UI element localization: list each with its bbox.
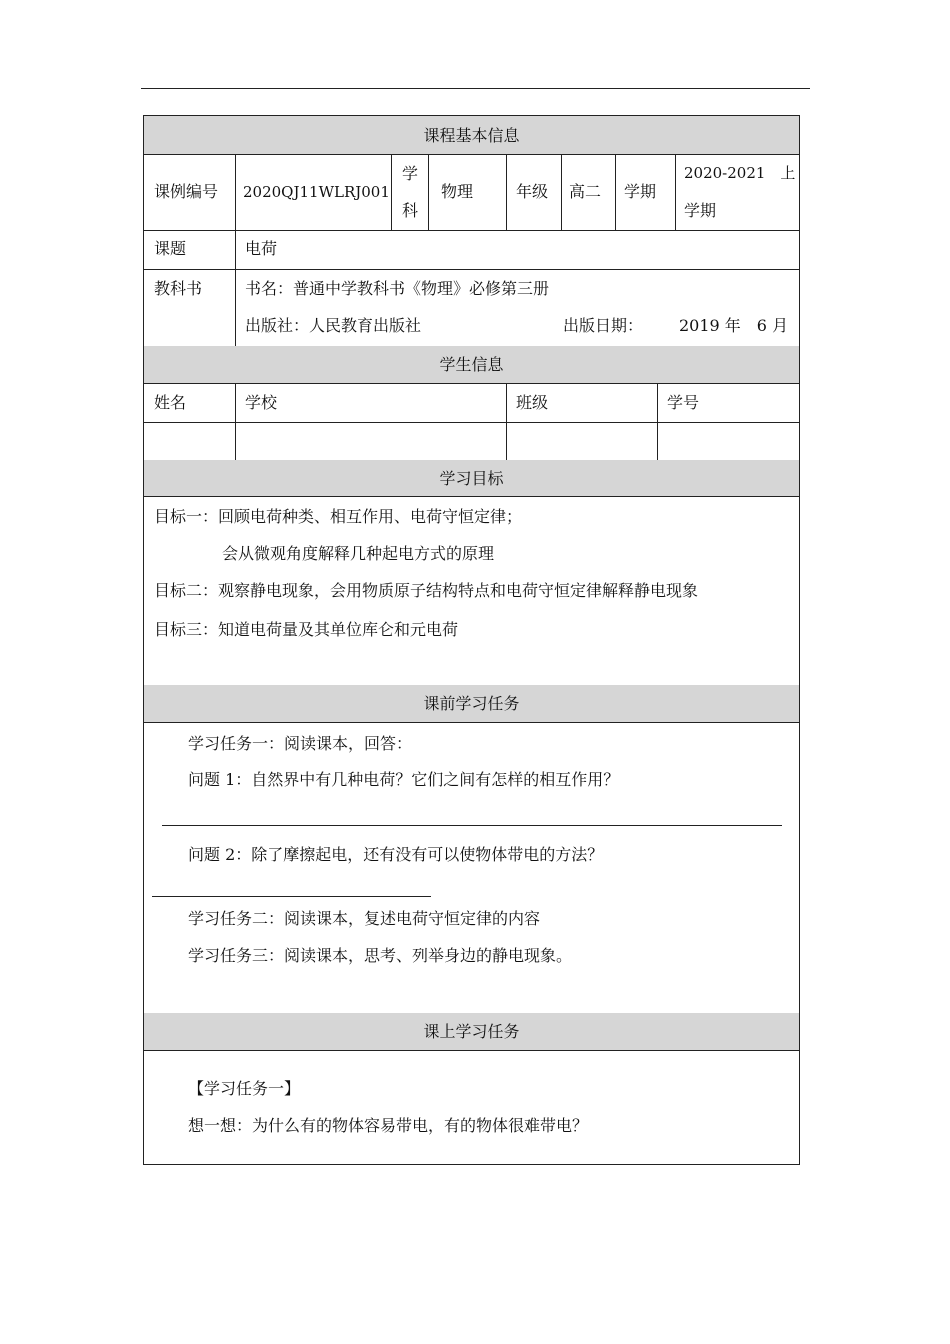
- answer-line-1: [162, 825, 782, 826]
- pre-question-1: 问题 1：自然界中有几种电荷？它们之间有怎样的相互作用？: [188, 770, 620, 789]
- row-divider: [144, 269, 799, 270]
- publication-date-value: 2019 年 6 月: [679, 316, 789, 335]
- objective-1-continued: 会从微观角度解释几种起电方式的原理: [222, 544, 495, 563]
- objectives-header: 学习目标: [144, 460, 799, 497]
- publisher: 出版社：人民教育出版社: [245, 316, 422, 335]
- objective-1: 目标一：回顾电荷种类、相互作用、电荷守恒定律；: [154, 507, 523, 526]
- pre-question-2: 问题 2：除了摩擦起电，还有没有可以使物体带电的方法？: [188, 845, 604, 864]
- objective-2: 目标二：观察静电现象，会用物质原子结构特点和电荷守恒定律解释静电现象: [154, 581, 699, 600]
- subject-label-line1: 学: [402, 164, 419, 183]
- book-name: 书名：普通中学教科书《物理》必修第三册: [245, 279, 550, 298]
- subject-value: 物理: [441, 182, 474, 201]
- col-divider: [675, 155, 676, 230]
- grade-value: 高二: [569, 182, 602, 201]
- row-divider: [144, 230, 799, 231]
- term-label: 学期: [624, 182, 657, 201]
- grade-label: 年级: [516, 182, 549, 201]
- pre-task-1: 学习任务一：阅读课本，回答：: [188, 734, 413, 753]
- topic-label: 课题: [154, 239, 187, 258]
- col-divider: [506, 155, 507, 230]
- student-number-header: 学号: [667, 393, 700, 412]
- in-class-think-question: 想一想：为什么有的物体容易带电，有的物体很难带电？: [188, 1116, 589, 1135]
- lesson-plan-table: [143, 115, 800, 1165]
- term-value-line1: 2020-2021 上: [684, 164, 796, 182]
- in-class-header: 课上学习任务: [144, 1013, 799, 1051]
- row-divider: [144, 422, 799, 423]
- course-id-label: 课例编号: [154, 182, 219, 201]
- col-divider: [235, 155, 236, 346]
- subject-label-line2: 科: [402, 201, 419, 220]
- course-id-value: 2020QJ11WLRJ001: [243, 183, 390, 201]
- student-name-header: 姓名: [154, 393, 187, 412]
- student-class-header: 班级: [516, 393, 549, 412]
- col-divider: [561, 155, 562, 230]
- student-school-header: 学校: [245, 393, 278, 412]
- textbook-label: 教科书: [154, 279, 203, 298]
- pre-task-2: 学习任务二：阅读课本，复述电荷守恒定律的内容: [188, 909, 541, 928]
- publication-date-label: 出版日期：: [563, 316, 644, 335]
- page-top-rule: [141, 88, 810, 89]
- answer-line-2: [152, 896, 431, 897]
- pre-class-header: 课前学习任务: [144, 685, 799, 723]
- col-divider: [391, 155, 392, 230]
- col-divider: [615, 155, 616, 230]
- pre-task-3: 学习任务三：阅读课本，思考、列举身边的静电现象。: [188, 946, 573, 965]
- col-divider: [428, 155, 429, 230]
- term-value-line2: 学期: [684, 201, 717, 220]
- in-class-task-1-title: 【学习任务一】: [188, 1079, 301, 1098]
- objective-3: 目标三：知道电荷量及其单位库仑和元电荷: [154, 620, 459, 639]
- course-info-header: 课程基本信息: [144, 116, 799, 155]
- student-info-header: 学生信息: [144, 346, 799, 384]
- topic-value: 电荷: [245, 239, 278, 258]
